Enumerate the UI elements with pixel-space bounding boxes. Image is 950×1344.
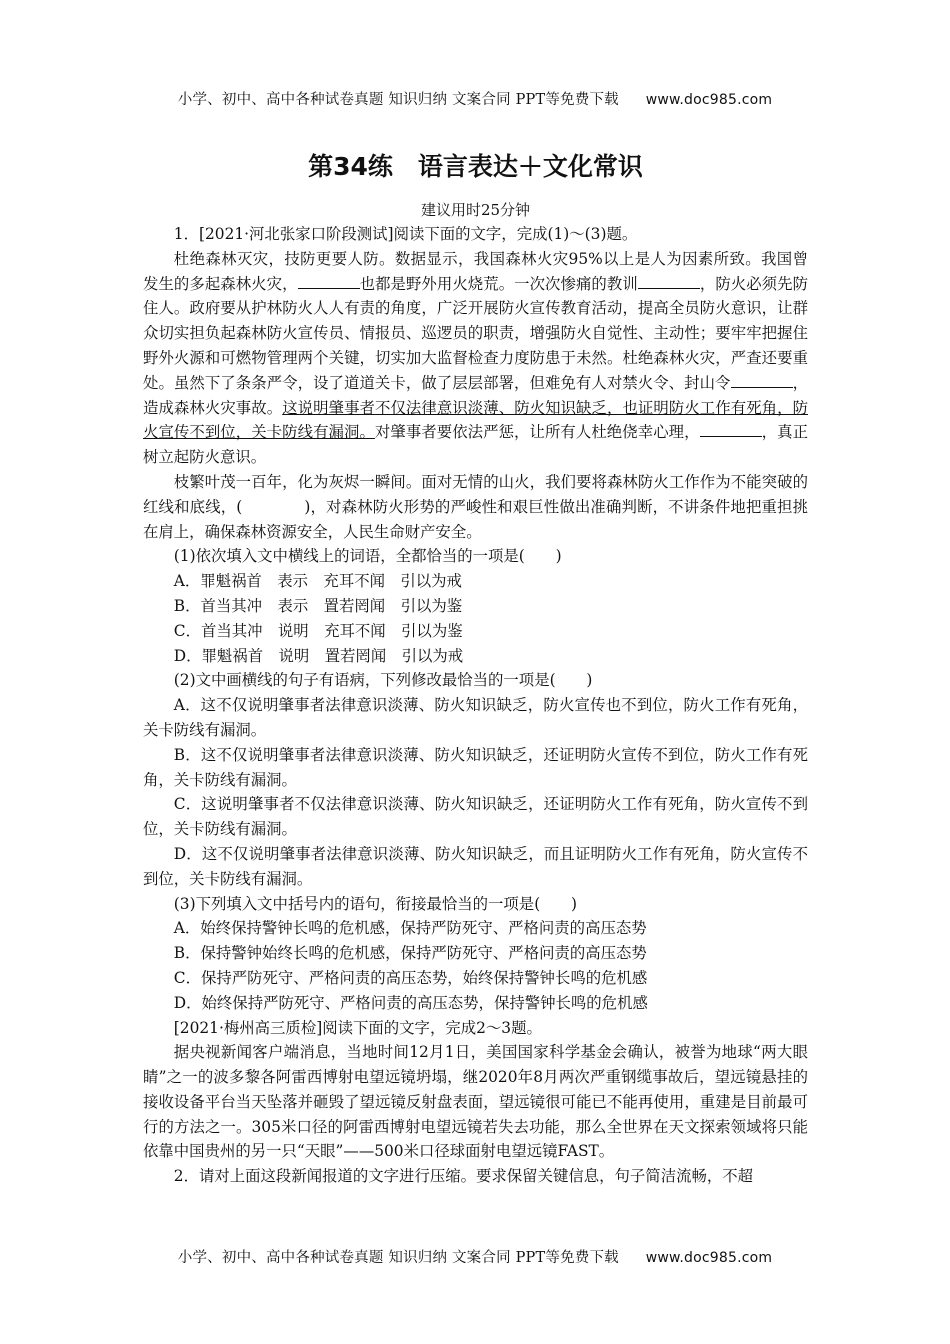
sub2-stem: (2)文中画横线的句子有语病，下列修改最恰当的一项是( ) [173,671,593,690]
page-title: 第34练 语言表达＋文化常识 [308,152,643,181]
sub3-option-a: A．始终保持警钟长鸣的危机感，保持严防死守、严格问责的高压态势 [173,919,647,938]
suggested-time: 建议用时25分钟 [420,201,531,219]
page-footer [0,1246,950,1267]
sub1-option-c: C．首当其冲 说明 充耳不闻 引以为鉴 [173,621,463,640]
sub1-option-d: D．罪魁祸首 说明 置若罔闻 引以为戒 [173,646,464,665]
worksheet-content [143,150,808,1189]
sub3-option-c: C．保持严防死守、严格问责的高压态势，始终保持警钟长鸣的危机感 [173,968,648,987]
q1-intro: 1．[2021·河北张家口阶段测试]阅读下面的文字，完成(1)～(3)题。 [173,225,638,243]
q1-passage-para1: 杜绝森林灭灾，技防更要人防。数据显示，我国森林火灾95%以上是人为因素所致。我国曾发生的多起森林火灾， 也都是野外用火烧荒。一次次惨痛的教训 ，防火必须先防住人。政府要从护林防火人人有责的角度，广泛开展防火宣传教育活动，提高全员防火意识，让群众切实担负起森林防火宣传员、情报员、巡逻员的职责，增强防火自觉性、主动性；要牢牢把握住野外火源和可燃物管理两个关键，切实加大监督检查力度防患于未然。杜绝森林火灾，严查还要重处。虽然下了条条严令，设了道道关卡，做了层层部署，但难免有人对禁火令、封山令 ，造成森林火灾事故。这说明肇事者不仅法律意识淡薄、防火知识缺乏，也证明防火工作有死角，防火宣传不到位，关卡防线有漏洞。对肇事者要依法严惩，让所有人杜绝侥幸心理， ，真正树立起防火意识。 [143,249,808,467]
header-site-link[interactable]: www.doc985.com [645,92,773,108]
sub1-option-a: A．罪魁祸首 表示 充耳不闻 引以为戒 [173,572,462,591]
underlined-sentence: 这说明肇事者不仅法律意识淡薄、防火知识缺乏，也证明防火工作有死角，防火宣传不到位，关卡防线有漏洞。 [143,398,808,442]
blank-1 [298,274,360,289]
sub1-option-b: B．首当其冲 表示 置若罔闻 引以为鉴 [173,596,463,615]
sub1-stem: (1)依次填入文中横线上的词语，全都恰当的一项是( ) [173,547,562,566]
sub2-option-b: B．这不仅说明肇事者法律意识淡薄、防火知识缺乏，还证明防火宣传不到位，防火工作有死角，关卡防线有漏洞。 [143,745,808,789]
header-text: 小学、初中、高中各种试卷真题 知识归纳 文案合同 PPT等免费下载 [177,92,619,108]
sub3-option-b: B．保持警钟始终长鸣的危机感，保持严防死守、严格问责的高压态势 [173,944,647,963]
q2-question: 2．请对上面这段新闻报道的文字进行压缩。要求保留关键信息，句子简洁流畅，不超 [173,1167,754,1186]
q1-passage-para2: 枝繁叶茂一百年，化为灰烬一瞬间。面对无情的山火，我们要将森林防火工作作为不能突破的红线和底线，( )，对森林防火形势的严峻性和艰巨性做出准确判断，不讲条件地把重担挑在肩上，确保森林资源安全，人民生命财产安全。 [143,472,808,541]
sub3-option-d: D．始终保持严防死守、严格问责的高压态势，保持警钟长鸣的危机感 [173,993,648,1012]
blank-3 [731,373,793,388]
q2-intro: [2021·梅州高三质检]阅读下面的文字，完成2～3题。 [173,1018,542,1037]
page-header [0,88,950,109]
footer-site-link[interactable]: www.doc985.com [645,1250,773,1266]
sub2-option-d: D．这不仅说明肇事者法律意识淡薄、防火知识缺乏，而且证明防火工作有死角，防火宣传不到位，关卡防线有漏洞。 [143,844,808,888]
sub3-stem: (3)下列填入文中括号内的语句，衔接最恰当的一项是( ) [173,894,577,913]
sub2-option-c: C．这说明肇事者不仅法律意识淡薄、防火知识缺乏，还证明防火工作有死角，防火宣传不到位，关卡防线有漏洞。 [143,795,808,839]
blank-2 [638,274,700,289]
q2-passage: 据央视新闻客户端消息，当地时间12月1日，美国国家科学基金会确认，被誉为地球“两大眼睛”之一的波多黎各阿雷西博射电望远镜坍塌，继2020年8月两次严重钢缆事故后，望远镜悬挂的接收设备平台当天坠落并砸毁了望远镜反射盘表面，望远镜很可能已不能再使用，重建是目前最可行的方法之一。305米口径的阿雷西博射电望远镜若失去功能，那么全世界在天文探索领域将只能依靠中国贵州的另一只“天眼”——500米口径球面射电望远镜FAST。 [143,1043,808,1161]
footer-text: 小学、初中、高中各种试卷真题 知识归纳 文案合同 PPT等免费下载 [177,1250,619,1266]
blank-4 [700,422,762,437]
sub2-option-a: A．这不仅说明肇事者法律意识淡薄、防火知识缺乏，防火宣传也不到位，防火工作有死角，关卡防线有漏洞。 [143,696,808,739]
